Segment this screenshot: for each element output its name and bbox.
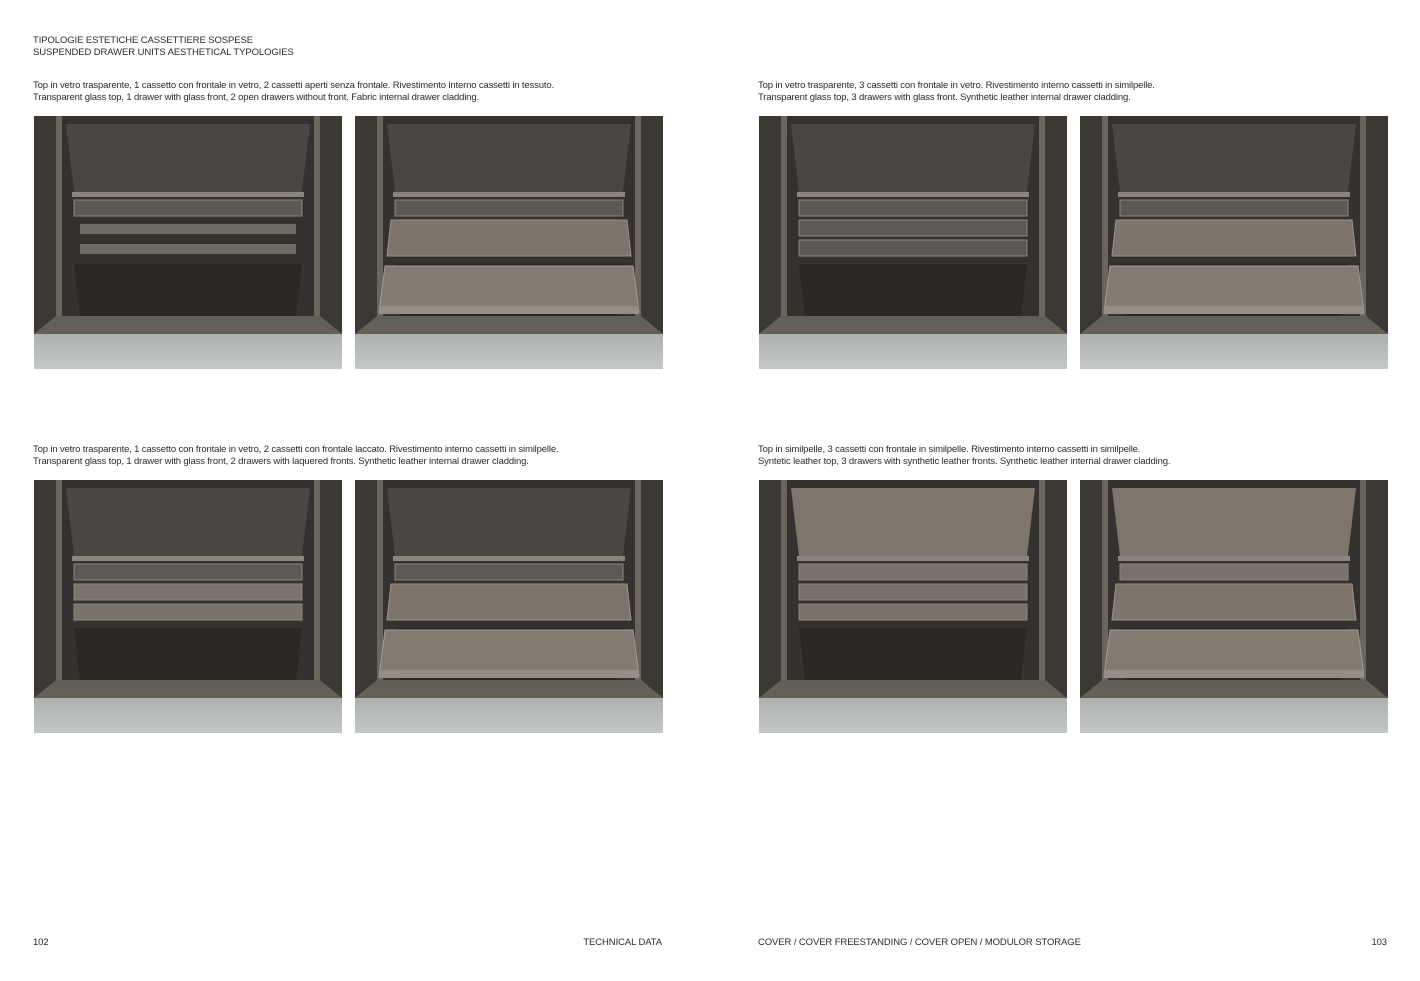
drawer-unit-open-photo [1080,116,1388,369]
caption-english: Transparent glass top, 1 drawer with glass front, 2 open drawers without front. Fabric internal drawer cladding. [33,92,479,103]
drawer-unit-closed-photo [34,116,342,369]
section-caption [758,80,1155,104]
caption-english: Transparent glass top, 3 drawers with glass front. Synthetic leather internal drawer cladding. [758,92,1131,103]
section-caption [33,444,558,468]
footer-section-left: TECHNICAL DATA [583,937,662,948]
caption-italian: Top in vetro trasparente, 1 cassetto con frontale in vetro, 2 cassetti con frontale laccato. Rivestimento interno cassetti in similpelle. [33,444,559,455]
drawer-unit-open-photo [355,480,663,733]
drawer-unit-closed-photo [759,116,1067,369]
header-title-italian: TIPOLOGIE ESTETICHE CASSETTIERE SOSPESE [33,35,253,46]
page-number-left: 102 [33,937,49,948]
caption-english: Syntetic leather top, 3 drawers with synthetic leather fronts. Synthetic leather internal drawer cladding. [758,456,1171,467]
caption-italian: Top in vetro trasparente, 1 cassetto con frontale in vetro, 2 cassetti aperti senza frontale. Rivestimento interno cassetti in tessuto. [33,80,555,91]
drawer-unit-open-photo [1080,480,1388,733]
drawer-unit-closed-photo [759,480,1067,733]
header-title-english: SUSPENDED DRAWER UNITS AESTHETICAL TYPOLOGIES [33,47,294,58]
caption-italian: Top in similpelle, 3 cassetti con frontale in similpelle. Rivestimento interno cassetti in similpelle. [758,444,1141,455]
drawer-unit-open-photo [355,116,663,369]
section-caption [758,444,1170,468]
page-number-right: 103 [1371,937,1387,948]
caption-italian: Top in vetro trasparente, 3 cassetti con frontale in vetro. Rivestimento interno cassetti in similpelle. [758,80,1155,91]
page-header [33,35,294,59]
footer-section-right: COVER / COVER FREESTANDING / COVER OPEN / MODULOR STORAGE [758,937,1081,948]
caption-english: Transparent glass top, 1 drawer with glass front, 2 drawers with laquered fronts. Synthetic leather internal drawer cladding. [33,456,529,467]
section-caption [33,80,554,104]
drawer-unit-closed-photo [34,480,342,733]
